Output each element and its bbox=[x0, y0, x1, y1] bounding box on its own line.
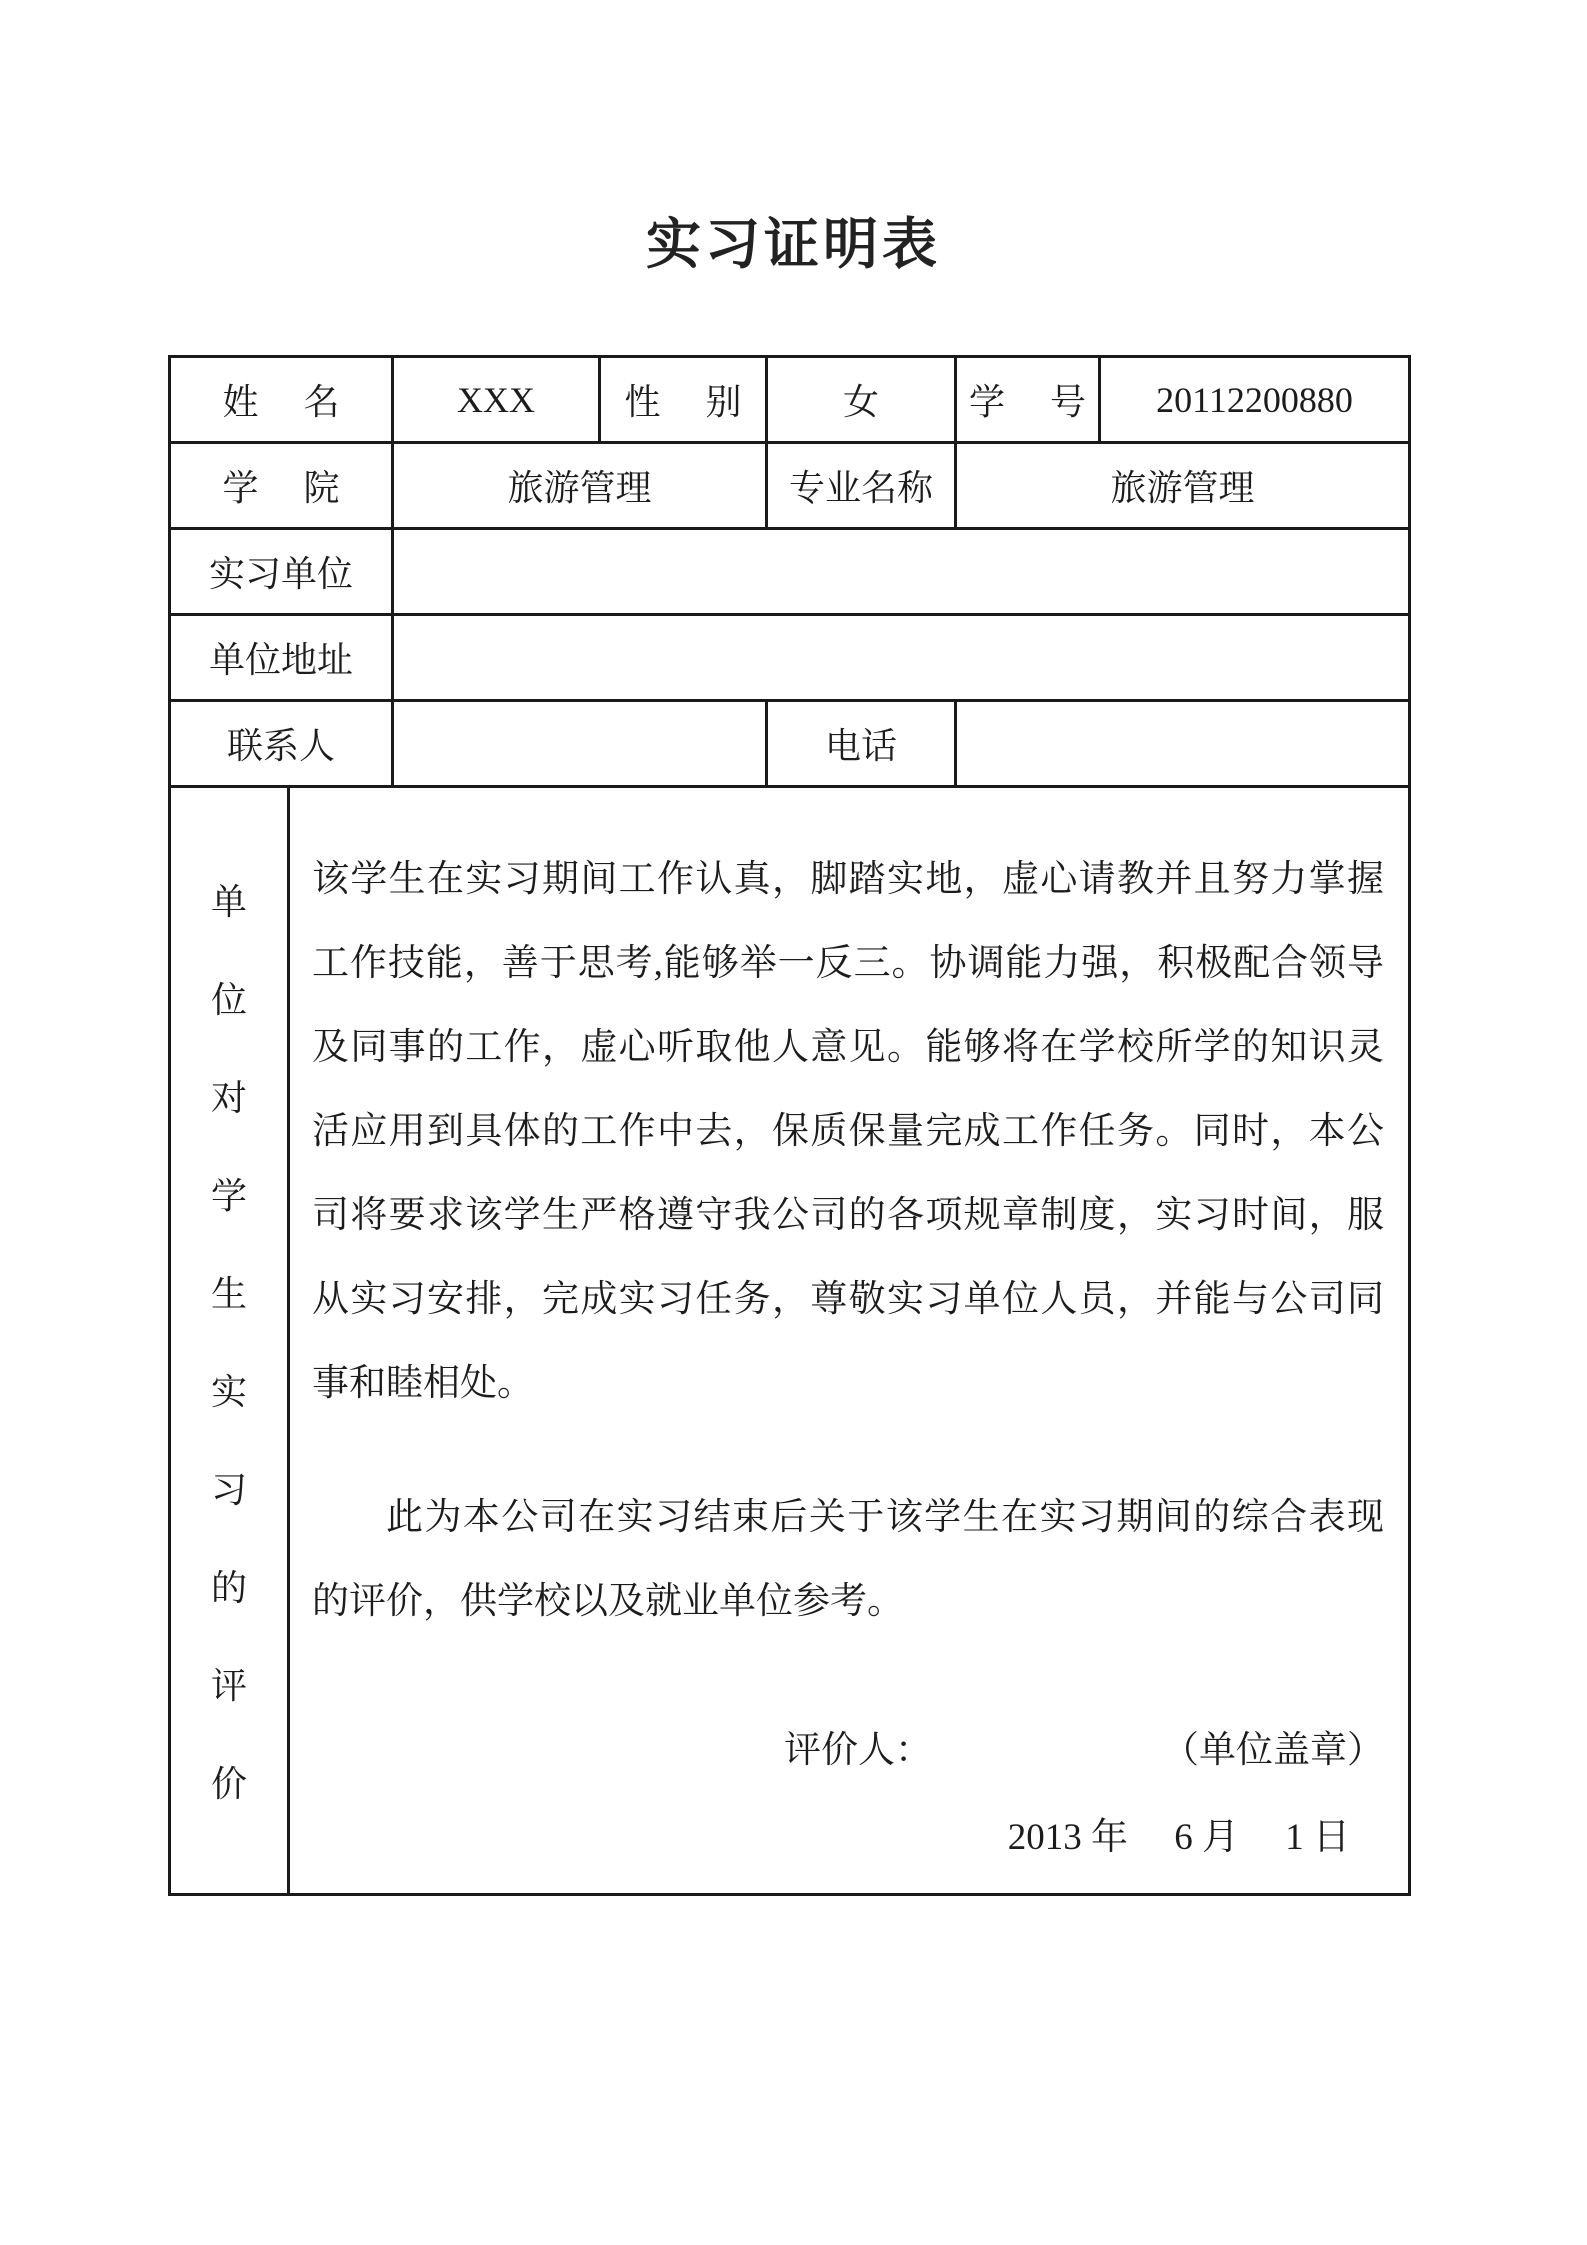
side-label-char: 评 bbox=[210, 1666, 247, 1706]
phone-value-cell[interactable] bbox=[956, 701, 1410, 787]
seal-label: （单位盖章） bbox=[1162, 1730, 1385, 1772]
row-unit-address bbox=[170, 615, 1410, 701]
internship-unit-label-cell: 实习单位 bbox=[170, 529, 393, 615]
evaluator-label: 评价人： bbox=[784, 1730, 932, 1772]
student-id-value-cell[interactable]: 20112200880 bbox=[1100, 357, 1410, 443]
unit-address-value-cell[interactable] bbox=[393, 615, 1410, 701]
name-label-cell: 姓 名 bbox=[170, 357, 393, 443]
college-value-cell[interactable]: 旅游管理 bbox=[393, 443, 767, 529]
evaluation-side-label bbox=[170, 787, 289, 1895]
row-name-gender-id bbox=[170, 357, 1410, 443]
contact-value-cell[interactable] bbox=[393, 701, 767, 787]
side-label-char: 生 bbox=[210, 1274, 247, 1314]
side-label-char: 位 bbox=[210, 980, 247, 1020]
side-label-char: 单 bbox=[210, 882, 247, 922]
row-contact-phone bbox=[170, 701, 1410, 787]
major-label-cell: 专业名称 bbox=[767, 443, 956, 529]
internship-form-table bbox=[168, 355, 1411, 1896]
side-label-char: 实 bbox=[210, 1372, 247, 1412]
name-value-cell[interactable]: XXX bbox=[393, 357, 600, 443]
evaluation-date: 2013 年 6 月 1 日 bbox=[1007, 1816, 1351, 1858]
row-evaluation bbox=[170, 787, 1410, 1895]
evaluation-content bbox=[290, 788, 1408, 1890]
gender-value-cell[interactable]: 女 bbox=[767, 357, 956, 443]
side-label-char: 的 bbox=[210, 1568, 247, 1608]
college-label-cell: 学 院 bbox=[170, 443, 393, 529]
side-label-char: 习 bbox=[210, 1470, 247, 1510]
phone-label-cell: 电话 bbox=[767, 701, 956, 787]
evaluation-side-label-stack bbox=[171, 874, 287, 1807]
student-id-label-cell: 学 号 bbox=[956, 357, 1100, 443]
evaluation-paragraph: 该学生在实习期间工作认真，脚踏实地，虚心请教并且努力掌握工作技能，善于思考,能够举一反三。协调能力强，积极配合领导及同事的工作，虚心听取他人意见。能够将在学校所学的知识灵活应用到具体的工作中去，保质保量完成工作任务。同时，本公司将要求该学生严格遵守我公司的各项规章制度，实习时间，服从实习安排，完成实习任务，尊敬实习单位人员，并能与公司同事和睦相处。 bbox=[312, 859, 1385, 1404]
side-label-char: 价 bbox=[210, 1764, 247, 1804]
unit-address-label-cell: 单位地址 bbox=[170, 615, 393, 701]
contact-label-cell: 联系人 bbox=[170, 701, 393, 787]
evaluation-paragraph: 此为本公司在实习结束后关于该学生在实习期间的综合表现的评价，供学校以及就业单位参考。 bbox=[312, 1497, 1385, 1622]
side-label-char: 学 bbox=[210, 1176, 247, 1216]
side-label-char: 对 bbox=[210, 1078, 247, 1118]
internship-unit-value-cell[interactable] bbox=[393, 529, 1410, 615]
gender-label-cell: 性 别 bbox=[600, 357, 767, 443]
row-college-major bbox=[170, 443, 1410, 529]
major-value-cell[interactable]: 旅游管理 bbox=[956, 443, 1410, 529]
evaluation-content-cell[interactable] bbox=[289, 787, 1410, 1895]
signature-row bbox=[312, 1729, 1384, 1773]
row-internship-unit bbox=[170, 529, 1410, 615]
page-title: 实习证明表 bbox=[645, 214, 941, 275]
